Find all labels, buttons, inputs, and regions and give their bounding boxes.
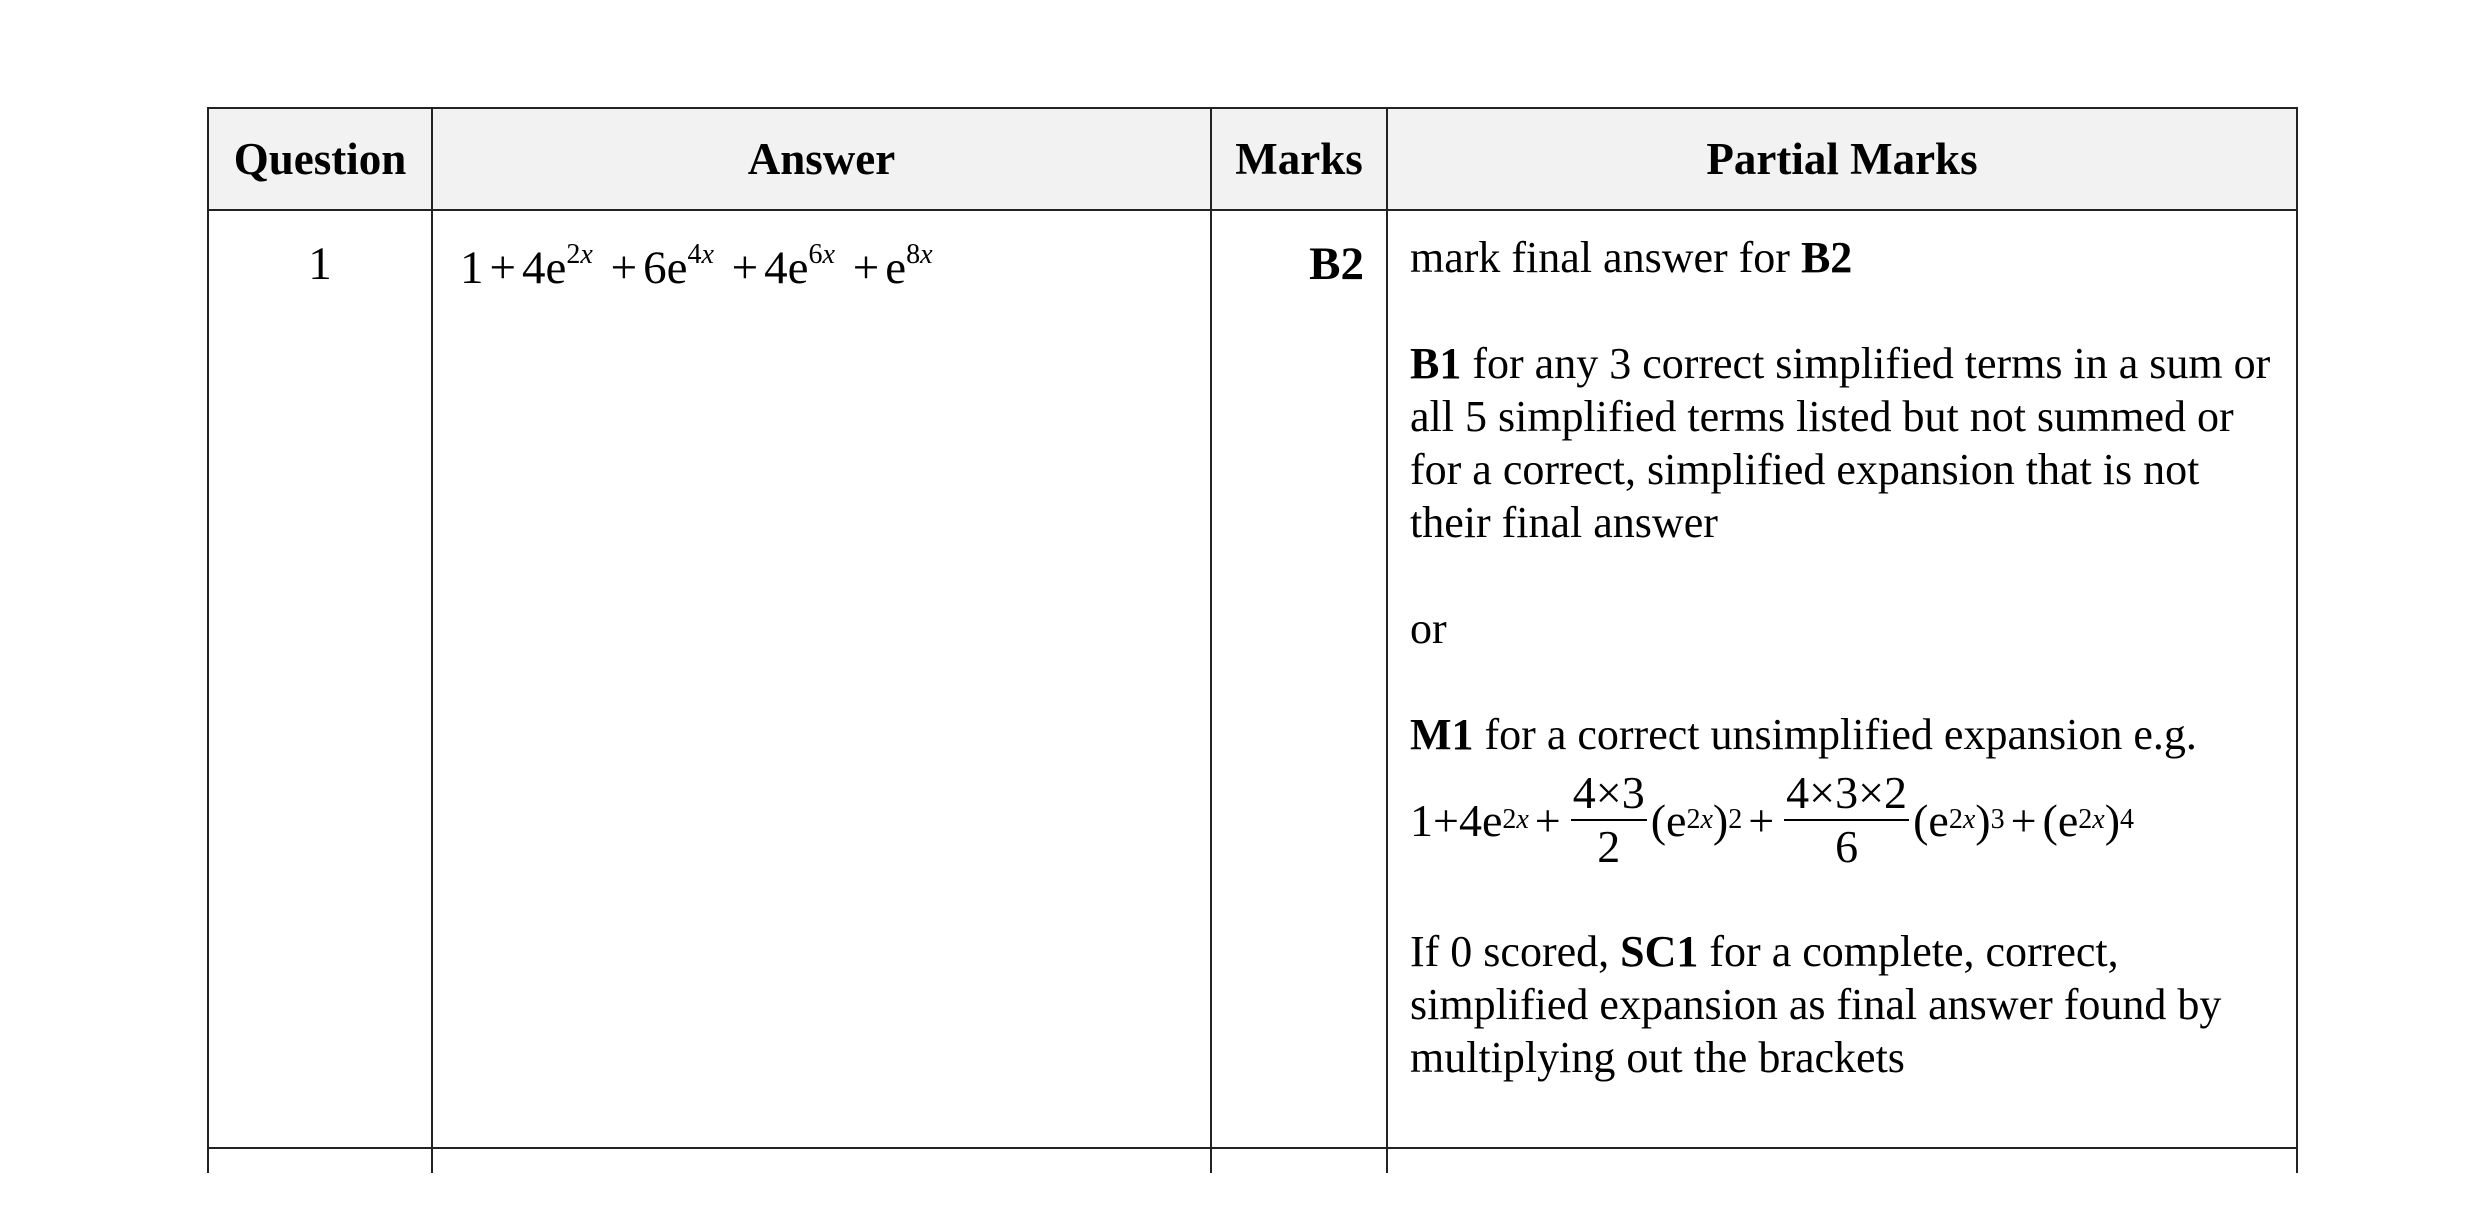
header-question: Question: [208, 108, 432, 210]
next-row-cell: [432, 1148, 1211, 1173]
next-row-cell: [1211, 1148, 1387, 1173]
mark-scheme-table: [207, 107, 2298, 1173]
partial-note-final: mark final answer for B2: [1410, 233, 1853, 282]
answer-cell: [432, 210, 1211, 1148]
next-row-cell: [208, 1148, 432, 1173]
question-number: 1: [208, 210, 432, 1148]
partial-marks-cell: [1387, 210, 2297, 1148]
next-row-partial: [208, 1148, 2297, 1173]
header-marks: Marks: [1211, 108, 1387, 210]
header-partial-marks: Partial Marks: [1387, 108, 2297, 210]
m1-expansion-formula: 1+4e 2x + $\frac{4\times 3}{2}$ (e 2x ) 2 + $\frac{4\times 3\times 2}{6}$ (e 2x ) 3 + (e 2x ) 4: [1410, 767, 2135, 872]
fraction-1: $\frac{4\times 3}{2}$: [1572, 767, 1645, 872]
partial-note-sc1: If 0 scored, SC1 for a complete, correct, simplified expansion as final answer found by multiplying out the brackets: [1410, 927, 2222, 1082]
answer-expression: $1 + 4e^{2x} + 6e^{4x} + 4e^{6x} + e^{8x}$: [460, 239, 933, 294]
header-answer: Answer: [432, 108, 1211, 210]
marks-value: B2: [1211, 210, 1387, 1148]
header-row: [208, 108, 2297, 210]
next-row-cell: [1387, 1148, 2297, 1173]
partial-note-b1: B1 for any 3 correct simplified terms in a sum or all 5 simplified terms listed but not summed or for a correct, simplified expansion that is not their final answer: [1410, 339, 2271, 547]
fraction-2: $\frac{4\times 3\times 2}{6}$: [1786, 767, 1908, 872]
table-row: [208, 210, 2297, 1148]
partial-note-m1: M1 for a correct unsimplified expansion e.g.: [1410, 710, 2197, 759]
partial-note-or: or: [1410, 604, 1447, 653]
